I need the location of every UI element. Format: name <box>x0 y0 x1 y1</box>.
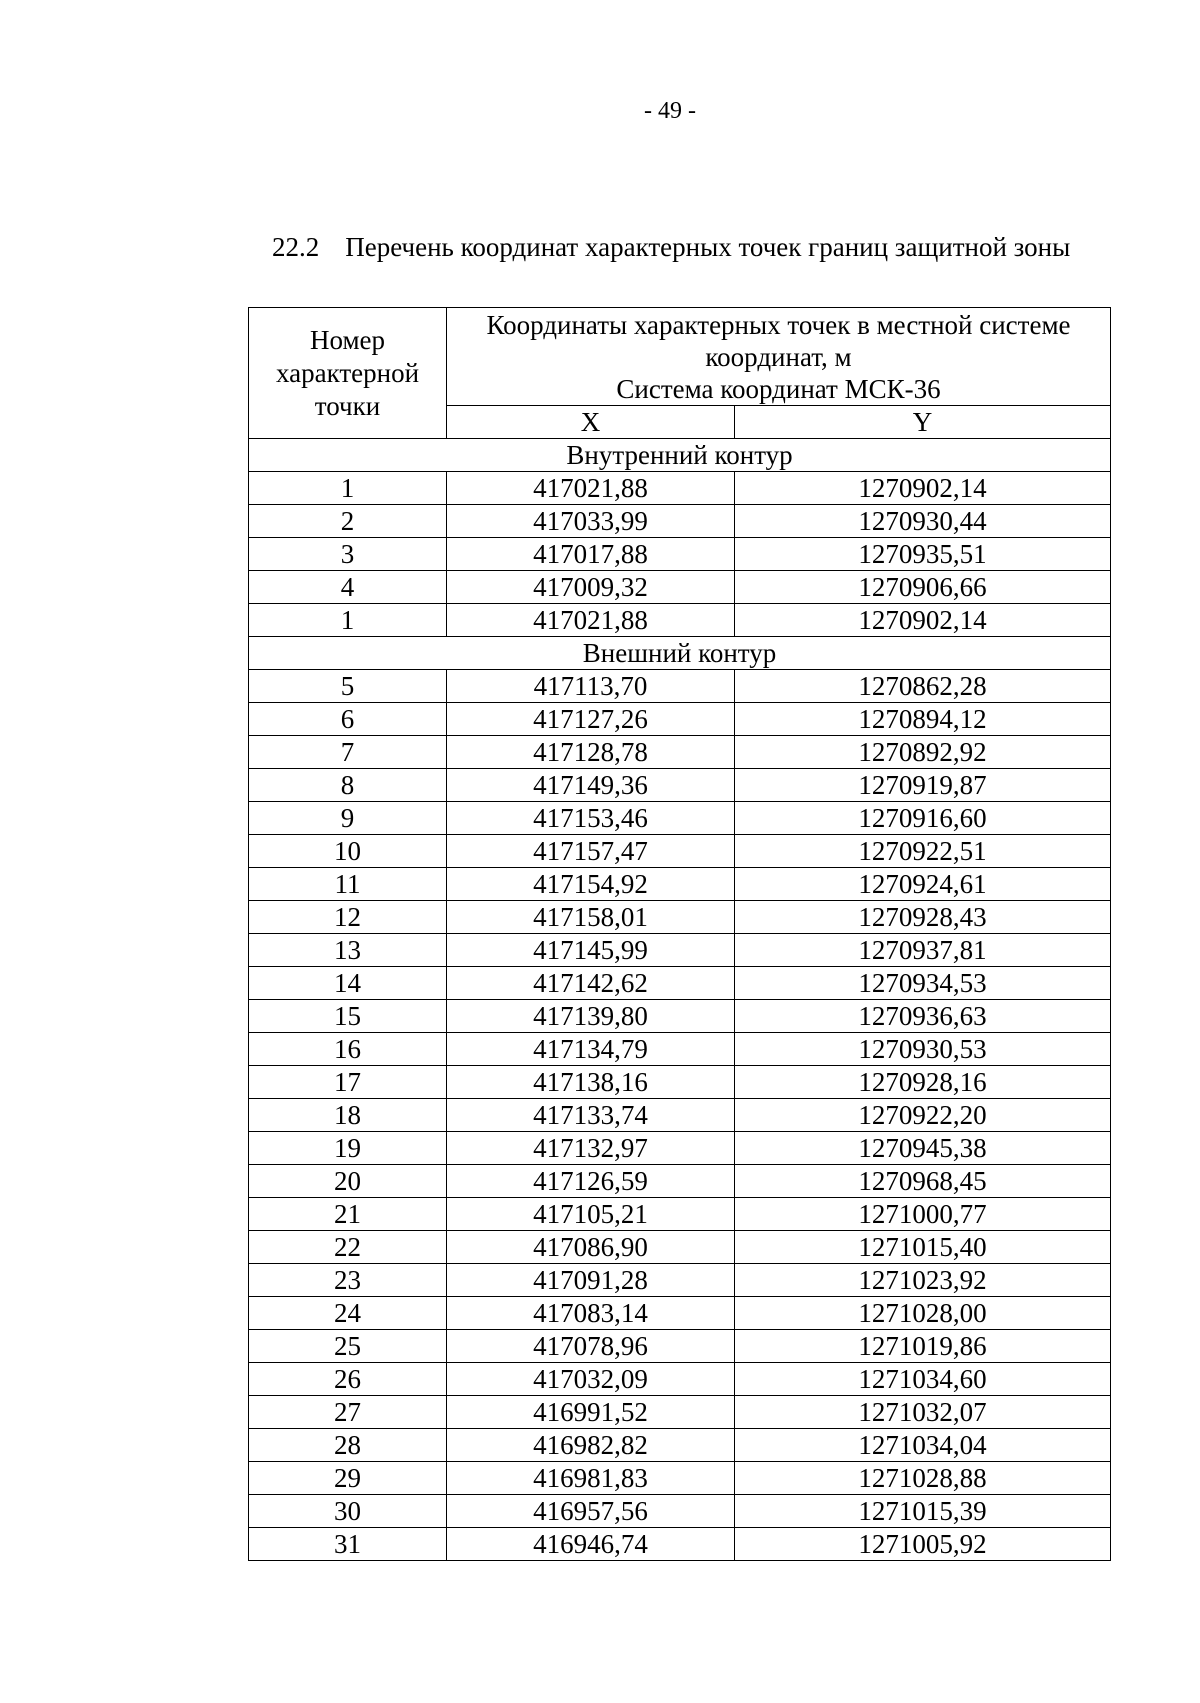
header-coordinates <box>447 308 1111 406</box>
table-row <box>249 505 1111 538</box>
x-coordinate-cell: 417032,09 <box>447 1363 735 1396</box>
y-coordinate-cell: 1270902,14 <box>735 472 1111 505</box>
table-row <box>249 967 1111 1000</box>
table-row <box>249 1198 1111 1231</box>
point-number-cell: 23 <box>249 1264 447 1297</box>
point-number-cell: 9 <box>249 802 447 835</box>
table-row <box>249 1330 1111 1363</box>
point-number-cell: 13 <box>249 934 447 967</box>
point-number-cell: 27 <box>249 1396 447 1429</box>
point-number-cell: 17 <box>249 1066 447 1099</box>
x-coordinate-cell: 417142,62 <box>447 967 735 1000</box>
x-coordinate-cell: 417154,92 <box>447 868 735 901</box>
point-number-cell: 24 <box>249 1297 447 1330</box>
point-number-cell: 12 <box>249 901 447 934</box>
header-point-number: Номер характерной точки <box>249 308 447 439</box>
table-row <box>249 1231 1111 1264</box>
x-coordinate-cell: 417113,70 <box>447 670 735 703</box>
y-coordinate-cell: 1270862,28 <box>735 670 1111 703</box>
point-number-cell: 31 <box>249 1528 447 1561</box>
section-number: 22.2 <box>272 232 320 262</box>
point-number-cell: 22 <box>249 1231 447 1264</box>
table-row <box>249 1297 1111 1330</box>
y-coordinate-cell: 1271005,92 <box>735 1528 1111 1561</box>
header-coordinates-line1: Координаты характерных точек в местной системе координат, м <box>486 310 1071 372</box>
x-coordinate-cell: 417086,90 <box>447 1231 735 1264</box>
table-row <box>249 1066 1111 1099</box>
y-coordinate-cell: 1271034,04 <box>735 1429 1111 1462</box>
y-coordinate-cell: 1270937,81 <box>735 934 1111 967</box>
point-number-cell: 5 <box>249 670 447 703</box>
table-row <box>249 736 1111 769</box>
x-coordinate-cell: 417138,16 <box>447 1066 735 1099</box>
y-coordinate-cell: 1270930,53 <box>735 1033 1111 1066</box>
x-coordinate-cell: 416991,52 <box>447 1396 735 1429</box>
y-coordinate-cell: 1270935,51 <box>735 538 1111 571</box>
point-number-cell: 10 <box>249 835 447 868</box>
y-coordinate-cell: 1270906,66 <box>735 571 1111 604</box>
y-coordinate-cell: 1270928,16 <box>735 1066 1111 1099</box>
y-coordinate-cell: 1270922,51 <box>735 835 1111 868</box>
point-number-cell: 7 <box>249 736 447 769</box>
table-row <box>249 1396 1111 1429</box>
x-coordinate-cell: 417021,88 <box>447 472 735 505</box>
x-coordinate-cell: 417153,46 <box>447 802 735 835</box>
x-coordinate-cell: 417083,14 <box>447 1297 735 1330</box>
table-row <box>249 1165 1111 1198</box>
table-row <box>249 769 1111 802</box>
point-number-cell: 8 <box>249 769 447 802</box>
table-row <box>249 538 1111 571</box>
point-number-cell: 28 <box>249 1429 447 1462</box>
point-number-cell: 2 <box>249 505 447 538</box>
y-coordinate-cell: 1271028,88 <box>735 1462 1111 1495</box>
point-number-cell: 6 <box>249 703 447 736</box>
table-row <box>249 1462 1111 1495</box>
y-coordinate-cell: 1271023,92 <box>735 1264 1111 1297</box>
table-row <box>249 1363 1111 1396</box>
point-number-cell: 21 <box>249 1198 447 1231</box>
table-header <box>249 308 1111 439</box>
table-row <box>249 835 1111 868</box>
section-label: Внутренний контур <box>249 439 1111 472</box>
y-coordinate-cell: 1270928,43 <box>735 901 1111 934</box>
table-row <box>249 1033 1111 1066</box>
x-coordinate-cell: 417133,74 <box>447 1099 735 1132</box>
x-coordinate-cell: 416946,74 <box>447 1528 735 1561</box>
x-coordinate-cell: 417127,26 <box>447 703 735 736</box>
y-coordinate-cell: 1270934,53 <box>735 967 1111 1000</box>
x-coordinate-cell: 417157,47 <box>447 835 735 868</box>
y-coordinate-cell: 1270930,44 <box>735 505 1111 538</box>
table-row <box>249 868 1111 901</box>
header-coordinate-system: Система координат МСК-36 <box>616 374 941 404</box>
x-coordinate-cell: 417078,96 <box>447 1330 735 1363</box>
y-coordinate-cell: 1270892,92 <box>735 736 1111 769</box>
table-row <box>249 1495 1111 1528</box>
x-coordinate-cell: 416957,56 <box>447 1495 735 1528</box>
table-row <box>249 802 1111 835</box>
y-coordinate-cell: 1270968,45 <box>735 1165 1111 1198</box>
x-coordinate-cell: 417139,80 <box>447 1000 735 1033</box>
x-coordinate-cell: 417126,59 <box>447 1165 735 1198</box>
point-number-cell: 4 <box>249 571 447 604</box>
point-number-cell: 19 <box>249 1132 447 1165</box>
y-coordinate-cell: 1271032,07 <box>735 1396 1111 1429</box>
y-coordinate-cell: 1271019,86 <box>735 1330 1111 1363</box>
y-coordinate-cell: 1270924,61 <box>735 868 1111 901</box>
x-coordinate-cell: 416982,82 <box>447 1429 735 1462</box>
x-coordinate-cell: 416981,83 <box>447 1462 735 1495</box>
y-coordinate-cell: 1270922,20 <box>735 1099 1111 1132</box>
page-number: - 49 - <box>644 98 696 124</box>
x-coordinate-cell: 417149,36 <box>447 769 735 802</box>
section-title-text: Перечень координат характерных точек границ защитной зоны <box>345 232 1071 262</box>
table-row <box>249 670 1111 703</box>
y-coordinate-cell: 1270945,38 <box>735 1132 1111 1165</box>
point-number-cell: 1 <box>249 604 447 637</box>
point-number-cell: 18 <box>249 1099 447 1132</box>
table-row <box>249 934 1111 967</box>
table-row <box>249 1099 1111 1132</box>
point-number-cell: 3 <box>249 538 447 571</box>
x-coordinate-cell: 417091,28 <box>447 1264 735 1297</box>
point-number-cell: 14 <box>249 967 447 1000</box>
x-coordinate-cell: 417145,99 <box>447 934 735 967</box>
section-row <box>249 637 1111 670</box>
x-coordinate-cell: 417158,01 <box>447 901 735 934</box>
x-coordinate-cell: 417128,78 <box>447 736 735 769</box>
coordinates-table <box>248 307 1111 1561</box>
section-title <box>272 232 1070 263</box>
y-coordinate-cell: 1270916,60 <box>735 802 1111 835</box>
point-number-cell: 15 <box>249 1000 447 1033</box>
point-number-cell: 16 <box>249 1033 447 1066</box>
table-row <box>249 901 1111 934</box>
table-row <box>249 1528 1111 1561</box>
table-row <box>249 1264 1111 1297</box>
table-row <box>249 571 1111 604</box>
x-coordinate-cell: 417017,88 <box>447 538 735 571</box>
section-row <box>249 439 1111 472</box>
point-number-cell: 26 <box>249 1363 447 1396</box>
table-row <box>249 703 1111 736</box>
section-label: Внешний контур <box>249 637 1111 670</box>
x-coordinate-cell: 417105,21 <box>447 1198 735 1231</box>
point-number-cell: 20 <box>249 1165 447 1198</box>
x-coordinate-cell: 417134,79 <box>447 1033 735 1066</box>
x-coordinate-cell: 417132,97 <box>447 1132 735 1165</box>
table-row <box>249 1132 1111 1165</box>
y-coordinate-cell: 1270902,14 <box>735 604 1111 637</box>
y-coordinate-cell: 1271034,60 <box>735 1363 1111 1396</box>
x-coordinate-cell: 417021,88 <box>447 604 735 637</box>
y-coordinate-cell: 1270936,63 <box>735 1000 1111 1033</box>
y-coordinate-cell: 1270894,12 <box>735 703 1111 736</box>
point-number-cell: 30 <box>249 1495 447 1528</box>
table-row <box>249 604 1111 637</box>
y-coordinate-cell: 1271000,77 <box>735 1198 1111 1231</box>
header-y: Y <box>735 406 1111 439</box>
y-coordinate-cell: 1271028,00 <box>735 1297 1111 1330</box>
header-x: X <box>447 406 735 439</box>
point-number-cell: 11 <box>249 868 447 901</box>
y-coordinate-cell: 1271015,39 <box>735 1495 1111 1528</box>
point-number-cell: 1 <box>249 472 447 505</box>
x-coordinate-cell: 417033,99 <box>447 505 735 538</box>
table-row <box>249 1000 1111 1033</box>
point-number-cell: 29 <box>249 1462 447 1495</box>
point-number-cell: 25 <box>249 1330 447 1363</box>
table-row <box>249 472 1111 505</box>
y-coordinate-cell: 1271015,40 <box>735 1231 1111 1264</box>
table-row <box>249 1429 1111 1462</box>
x-coordinate-cell: 417009,32 <box>447 571 735 604</box>
table-body <box>249 439 1111 1561</box>
y-coordinate-cell: 1270919,87 <box>735 769 1111 802</box>
